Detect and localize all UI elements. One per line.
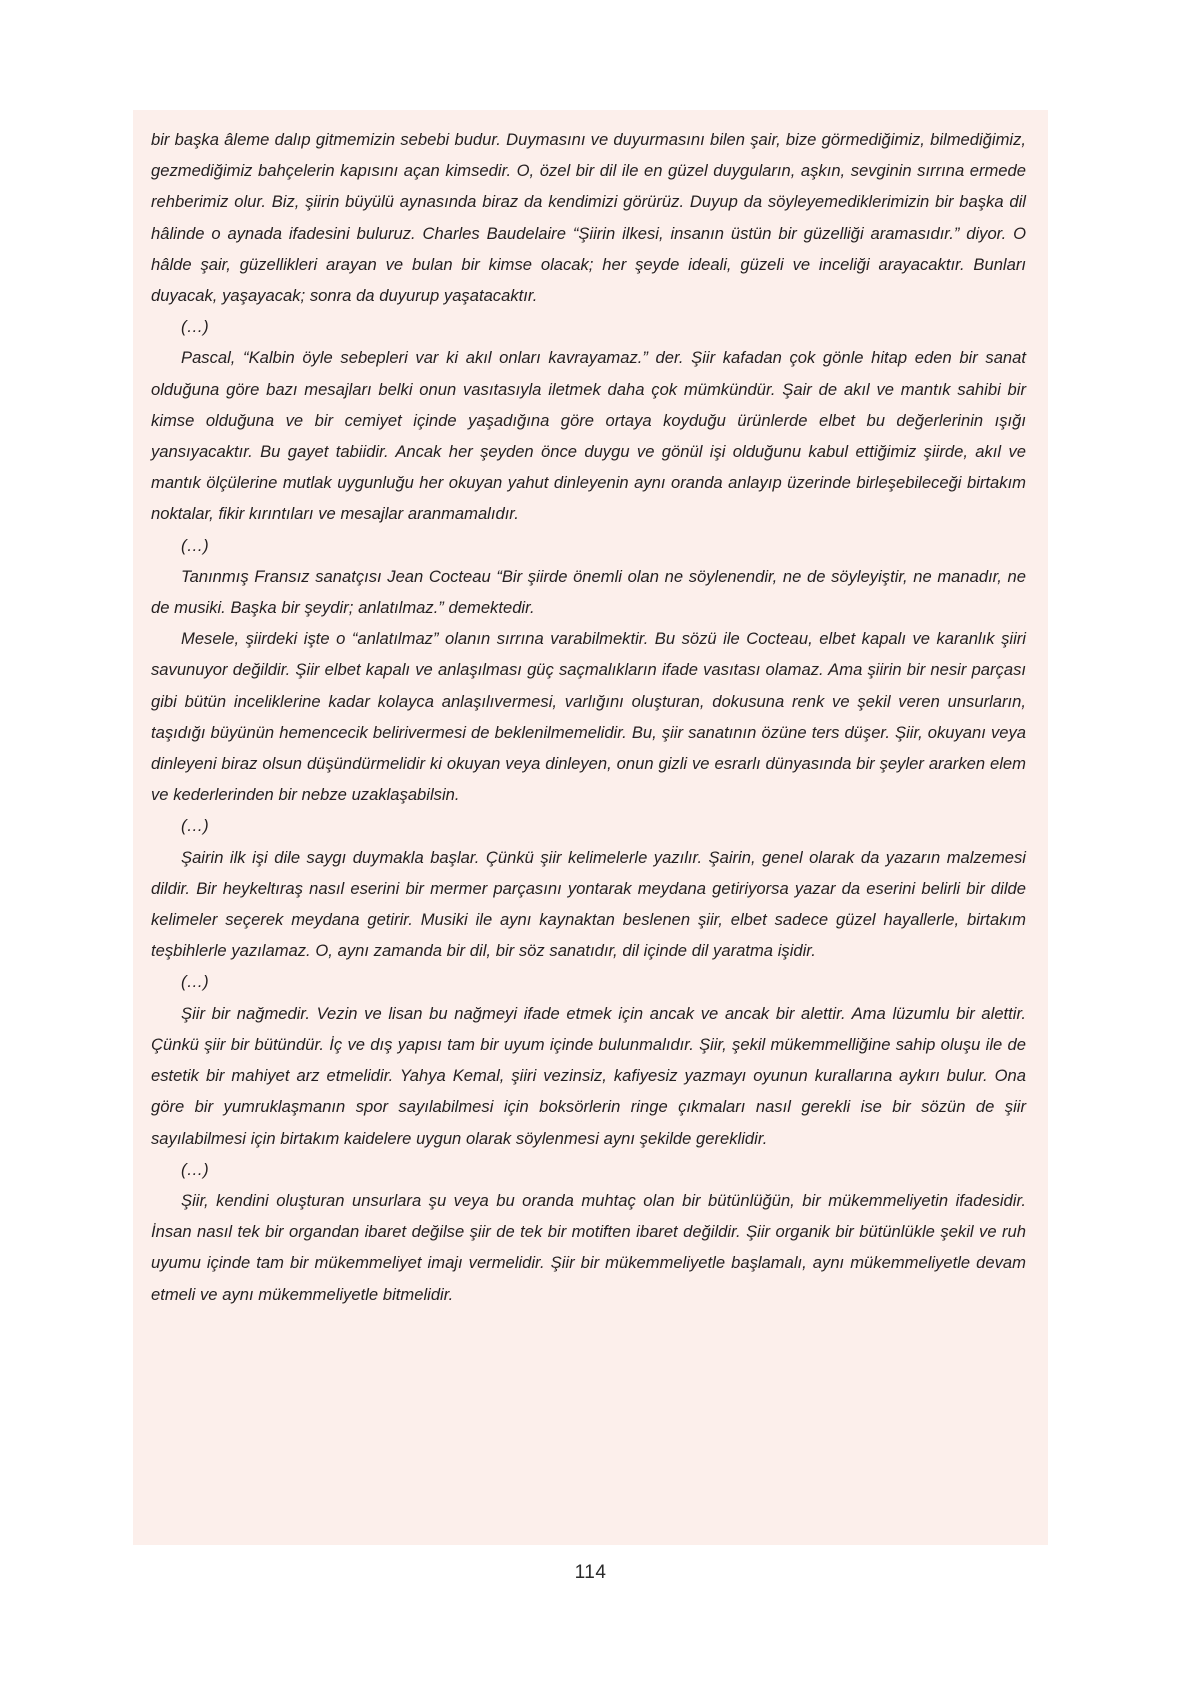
ellipsis-separator-2: (…) [181, 535, 209, 555]
paragraph-5: Şairin ilk işi dile saygı duymakla başlar. Çünkü şiir kelimelerle yazılır. Şairin, genel olarak da yazarın malzemesi dildir. Bir heykeltıraş nasıl eserini bir mermer parçasını yontarak meydana getiriyorsa yazar da eserini belirli bir dilde kelimeler seçerek meydana getirir. Musiki ile aynı kaynaktan beslenen şiir, elbet sadece güzel hayallerle, birtakım teşbihlerle yazılamaz. O, aynı zamanda bir dil, bir söz sanatıdır, dil içinde dil yaratma işidir. [151, 847, 1026, 961]
ellipsis-separator-1: (…) [181, 317, 209, 337]
paragraph-3: Tanınmış Fransız sanatçısı Jean Cocteau “Bir şiirde önemli olan ne söylenendir, ne de söyleyiştir, ne manadır, ne de musiki. Başka bir şeydir; anlatılmaz.” demektedir. [151, 566, 1026, 618]
paragraph-1: bir başka âleme dalıp gitmemizin sebebi budur. Duymasını ve duyurmasını bilen şair, bize görmediğimiz, bilmediğimiz, gezmediğimiz bahçelerin kapısını açan kimsedir. O, özel bir dil ile en güzel duyguların, aşkın, sevginin sırrına ermede rehberimiz olur. Biz, şiirin büyülü aynasında biraz da kendimizi görürüz. Duyup da söyleyemediklerimizin bir başka dil hâlinde o aynada ifadesini buluruz. Charles Baudelaire “Şiirin ilkesi, insanın üstün bir güzelliği aramasıdır.” diyor. O hâlde şair, güzellikleri arayan ve bulan bir kimse olacak; her şeyde ideali, güzeli ve inceliği arayacaktır. Bunları duyacak, yaşayacak; sonra da duyurup yaşatacaktır. [151, 130, 1026, 306]
content-panel [133, 110, 1048, 1545]
ellipsis-separator-4: (…) [181, 972, 209, 992]
ellipsis-separator-3: (…) [181, 816, 209, 836]
paragraph-7: Şiir, kendini oluşturan unsurlara şu veya bu oranda muhtaç olan bir bütünlüğün, bir mükemmeliyetin ifadesidir. İnsan nasıl tek bir organdan ibaret değilse şiir de tek bir motiften ibaret değildir. Şiir organik bir bütünlükle şekil ve ruh uyumu içinde tam bir mükemmeliyet imajı vermelidir. Şiir bir mükemmeliyetle başlamalı, aynı mükemmeliyetle devam etmeli ve aynı mükemmeliyetle bitmelidir. [151, 1190, 1026, 1304]
ellipsis-separator-5: (…) [181, 1159, 209, 1179]
page-number: 114 [574, 1562, 607, 1583]
paragraph-4: Mesele, şiirdeki işte o “anlatılmaz” olanın sırrına varabilmektir. Bu sözü ile Cocteau, elbet kapalı ve karanlık şiiri savunuyor değildir. Şiir elbet kapalı ve anlaşılması güç saçmalıkların ifade vasıtası olamaz. Ama şiirin bir nesir parçası gibi bütün inceliklerine kadar kolayca anlaşılıvermesi, varlığını oluşturan, dokusuna renk ve şekil veren unsurların, taşıdığı büyünün hemencecik belirivermesi de beklenilmemelidir. Bu, şiir sanatının özüne ters düşer. Şiir, okuyanı veya dinleyeni biraz olsun düşündürmelidir ki okuyan veya dinleyen, onun gizli ve esrarlı dünyasında bir şeyler ararken elem ve kederlerinden bir nebze uzaklaşabilsin. [151, 629, 1026, 805]
paragraph-2: Pascal, “Kalbin öyle sebepleri var ki akıl onları kavrayamaz.” der. Şiir kafadan çok gönle hitap eden bir sanat olduğuna göre bazı mesajları belki onun vasıtasıyla iletmek daha çok mümkündür. Şair de akıl ve mantık sahibi bir kimse olduğuna ve bir cemiyet içinde yaşadığına göre ortaya koyduğu ürünlerde elbet bu değerlerinin ışığı yansıyacaktır. Bu gayet tabiidir. Ancak her şeyden önce duygu ve gönül işi olduğunu kabul ettiğimiz şiirde, akıl ve mantık ölçülerine mutlak uygunluğu her okuyan yahut dinleyenin aynı oranda anlayıp üzerinde birleşebileceği birtakım noktalar, fikir kırıntıları ve mesajlar aranmamalıdır. [151, 348, 1026, 524]
paragraph-6: Şiir bir nağmedir. Vezin ve lisan bu nağmeyi ifade etmek için ancak ve ancak bir alettir. Ama lüzumlu bir alettir. Çünkü şiir bir bütündür. İç ve dış yapısı tam bir uyum içinde bulunmalıdır. Şiir, şekil mükemmelliğine sahip oluşu ile de estetik bir mahiyet arz etmelidir. Yahya Kemal, şiiri vezinsiz, kafiyesiz yazmayı oyunun kurallarına aykırı bulur. Ona göre bir yumruklaşmanın spor sayılabilmesi için boksörlerin ringe çıkmaları nasıl gerekli ise bir sözün de şiir sayılabilmesi için birtakım kaidelere uygun olarak söylenmesi aynı şekilde gereklidir. [151, 1003, 1026, 1148]
